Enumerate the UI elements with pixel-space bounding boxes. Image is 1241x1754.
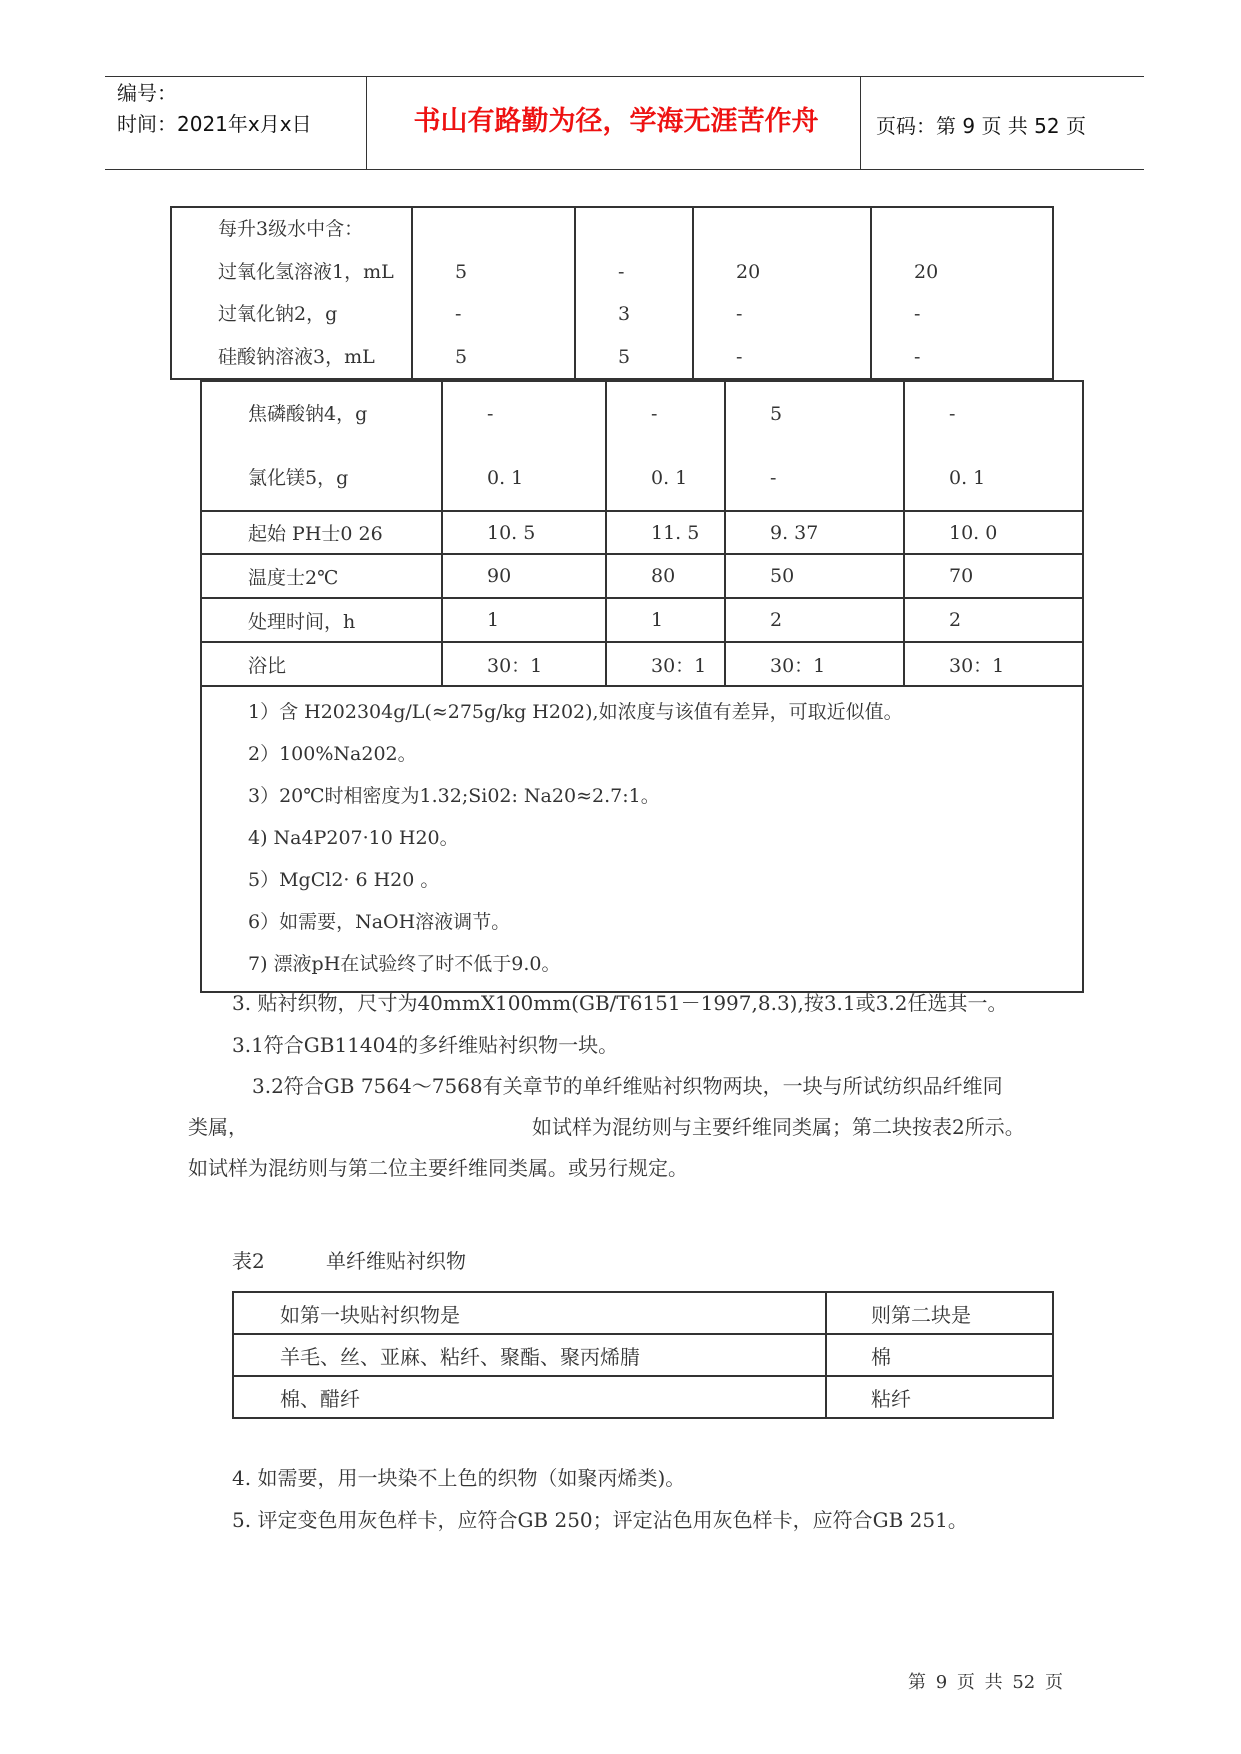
reagent-value: - bbox=[949, 403, 956, 425]
table-note: 4) Na4P207·10 H20。 bbox=[248, 827, 459, 849]
reagent-col-1 bbox=[442, 381, 606, 511]
reagent-value: 5 bbox=[618, 345, 631, 368]
doc-number-label: 编号： bbox=[117, 81, 177, 105]
row-value: 11. 5 bbox=[606, 511, 725, 554]
reagent-value bbox=[914, 208, 1052, 250]
table-note: 2）100%Na202。 bbox=[248, 743, 417, 765]
table-note: 1）含 H202304g/L(≈275g/kg H202),如浓度与该值有差异，可取近似值。 bbox=[248, 701, 903, 723]
reagent-col-2 bbox=[606, 381, 725, 511]
row-value: 30：1 bbox=[904, 642, 1083, 686]
row-value: 10. 0 bbox=[904, 511, 1083, 554]
table-cell: 棉 bbox=[826, 1334, 1053, 1376]
reagent-col-3 bbox=[693, 207, 871, 379]
paragraph-3-2-line-3: 如试样为混纺则与第二位主要纤维同类属。或另行规定。 bbox=[188, 1156, 688, 1180]
header-bottom-rule bbox=[105, 169, 1144, 170]
reagent-label-cell bbox=[201, 381, 442, 511]
footer-page-number: 第 9 页 共 52 页 bbox=[908, 1672, 1063, 1693]
row-value: 80 bbox=[606, 554, 725, 598]
reagent-col-2 bbox=[575, 207, 693, 379]
row-label: 处理时间，h bbox=[201, 598, 442, 642]
reagent-label: 硅酸钠溶液3，mL bbox=[218, 345, 375, 368]
reagent-table-bottom bbox=[200, 380, 1084, 993]
table-note: 5）MgCl2· 6 H20 。 bbox=[248, 869, 440, 891]
reagent-label-cell bbox=[171, 207, 412, 379]
paragraph-3-2-line-1: 3.2符合GB 7564～7568有关章节的单纤维贴衬织物两块，一块与所试纺织品纤维同 bbox=[252, 1074, 1003, 1098]
reagent-value: 5 bbox=[770, 403, 783, 425]
row-value: 2 bbox=[725, 598, 904, 642]
reagent-value: 5 bbox=[455, 345, 468, 368]
reagent-label: 每升3级水中含： bbox=[218, 218, 364, 241]
reagent-value: - bbox=[618, 260, 625, 283]
reagent-label: 氯化镁5，g bbox=[248, 467, 349, 489]
table-row bbox=[201, 511, 1083, 554]
reagent-value: 0. 1 bbox=[949, 467, 986, 489]
paragraph-3: 3. 贴衬织物，尺寸为40mmX100mm(GB/T6151－1997,8.3),按3.1或3.2任选其一。 bbox=[232, 991, 1008, 1015]
row-value: 90 bbox=[442, 554, 606, 598]
table-header-row bbox=[233, 1292, 1053, 1334]
reagent-value: - bbox=[736, 303, 743, 326]
paragraph-3-2-line-2a: 类属， bbox=[188, 1115, 248, 1139]
reagent-value: 20 bbox=[736, 260, 761, 283]
reagent-value: - bbox=[487, 403, 494, 425]
table-note: 7) 漂液pH在试验终了时不低于9.0。 bbox=[248, 953, 561, 975]
row-value: 50 bbox=[725, 554, 904, 598]
reagent-label: 过氧化钠2，g bbox=[218, 303, 338, 326]
reagent-value bbox=[455, 208, 574, 250]
doc-time-label: 时间：2021年x月x日 bbox=[117, 112, 312, 136]
notes-row bbox=[201, 686, 1083, 992]
table-row bbox=[233, 1334, 1053, 1376]
header-top-rule bbox=[105, 76, 1144, 77]
table-cell: 羊毛、丝、亚麻、粘纤、聚酯、聚丙烯腈 bbox=[233, 1334, 826, 1376]
table-header-cell: 则第二块是 bbox=[826, 1292, 1053, 1334]
table-row bbox=[201, 554, 1083, 598]
reagent-value: - bbox=[736, 345, 743, 368]
reagent-value: - bbox=[914, 345, 921, 368]
table-row bbox=[201, 642, 1083, 686]
paragraph-5: 5. 评定变色用灰色样卡，应符合GB 250；评定沾色用灰色样卡，应符合GB 251。 bbox=[232, 1508, 968, 1532]
row-label: 起始 PH士0 26 bbox=[201, 511, 442, 554]
row-value: 10. 5 bbox=[442, 511, 606, 554]
reagent-value: - bbox=[455, 303, 462, 326]
paragraph-4: 4. 如需要，用一块染不上色的织物（如聚丙烯类)。 bbox=[232, 1466, 686, 1490]
row-value: 1 bbox=[442, 598, 606, 642]
table-note: 3）20℃时相密度为1.32;Si02: Na20≈2.7:1。 bbox=[248, 785, 660, 807]
reagent-value: 0. 1 bbox=[487, 467, 524, 489]
row-value: 1 bbox=[606, 598, 725, 642]
fiber-lining-table bbox=[232, 1291, 1054, 1419]
reagent-value: - bbox=[651, 403, 658, 425]
reagent-value: 3 bbox=[618, 303, 631, 326]
table-note: 6）如需要，NaOH溶液调节。 bbox=[248, 911, 511, 933]
row-value: 30：1 bbox=[442, 642, 606, 686]
header-divider-right bbox=[860, 76, 861, 170]
table-header-cell: 如第一块贴衬织物是 bbox=[233, 1292, 826, 1334]
table-2-caption-number: 表2 bbox=[232, 1249, 265, 1273]
reagent-col-1 bbox=[412, 207, 575, 379]
reagent-value bbox=[618, 208, 692, 250]
table-notes bbox=[201, 686, 1083, 992]
header-motto: 书山有路勤为径，学海无涯苦作舟 bbox=[413, 106, 819, 137]
reagent-value: - bbox=[770, 467, 777, 489]
reagent-value: 5 bbox=[455, 260, 468, 283]
row-value: 30：1 bbox=[606, 642, 725, 686]
reagent-table-top bbox=[170, 206, 1054, 380]
row-label: 浴比 bbox=[201, 642, 442, 686]
reagent-label: 过氧化氢溶液1，mL bbox=[218, 260, 394, 283]
header-meta bbox=[117, 78, 312, 140]
table-cell: 棉、醋纤 bbox=[233, 1376, 826, 1418]
reagent-col-4 bbox=[871, 207, 1053, 379]
row-value: 9. 37 bbox=[725, 511, 904, 554]
table-row bbox=[201, 598, 1083, 642]
table-2-caption-title: 单纤维贴衬织物 bbox=[326, 1249, 466, 1273]
row-value: 70 bbox=[904, 554, 1083, 598]
reagent-value: 20 bbox=[914, 260, 939, 283]
header-page-number: 页码：第 9 页 共 52 页 bbox=[876, 114, 1086, 138]
reagent-value: - bbox=[914, 303, 921, 326]
reagent-col-3 bbox=[725, 381, 904, 511]
reagent-col-4 bbox=[904, 381, 1083, 511]
row-label: 温度士2℃ bbox=[201, 554, 442, 598]
row-value: 30：1 bbox=[725, 642, 904, 686]
paragraph-3-1: 3.1符合GB11404的多纤维贴衬织物一块。 bbox=[232, 1033, 619, 1057]
reagent-label: 焦磷酸钠4，g bbox=[248, 403, 368, 425]
table-cell: 粘纤 bbox=[826, 1376, 1053, 1418]
reagent-value bbox=[736, 208, 870, 250]
header-divider-left bbox=[366, 76, 367, 170]
row-value: 2 bbox=[904, 598, 1083, 642]
paragraph-3-2-line-2b: 如试样为混纺则与主要纤维同类属；第二块按表2所示。 bbox=[532, 1115, 1025, 1139]
table-row bbox=[233, 1376, 1053, 1418]
reagent-value: 0. 1 bbox=[651, 467, 688, 489]
